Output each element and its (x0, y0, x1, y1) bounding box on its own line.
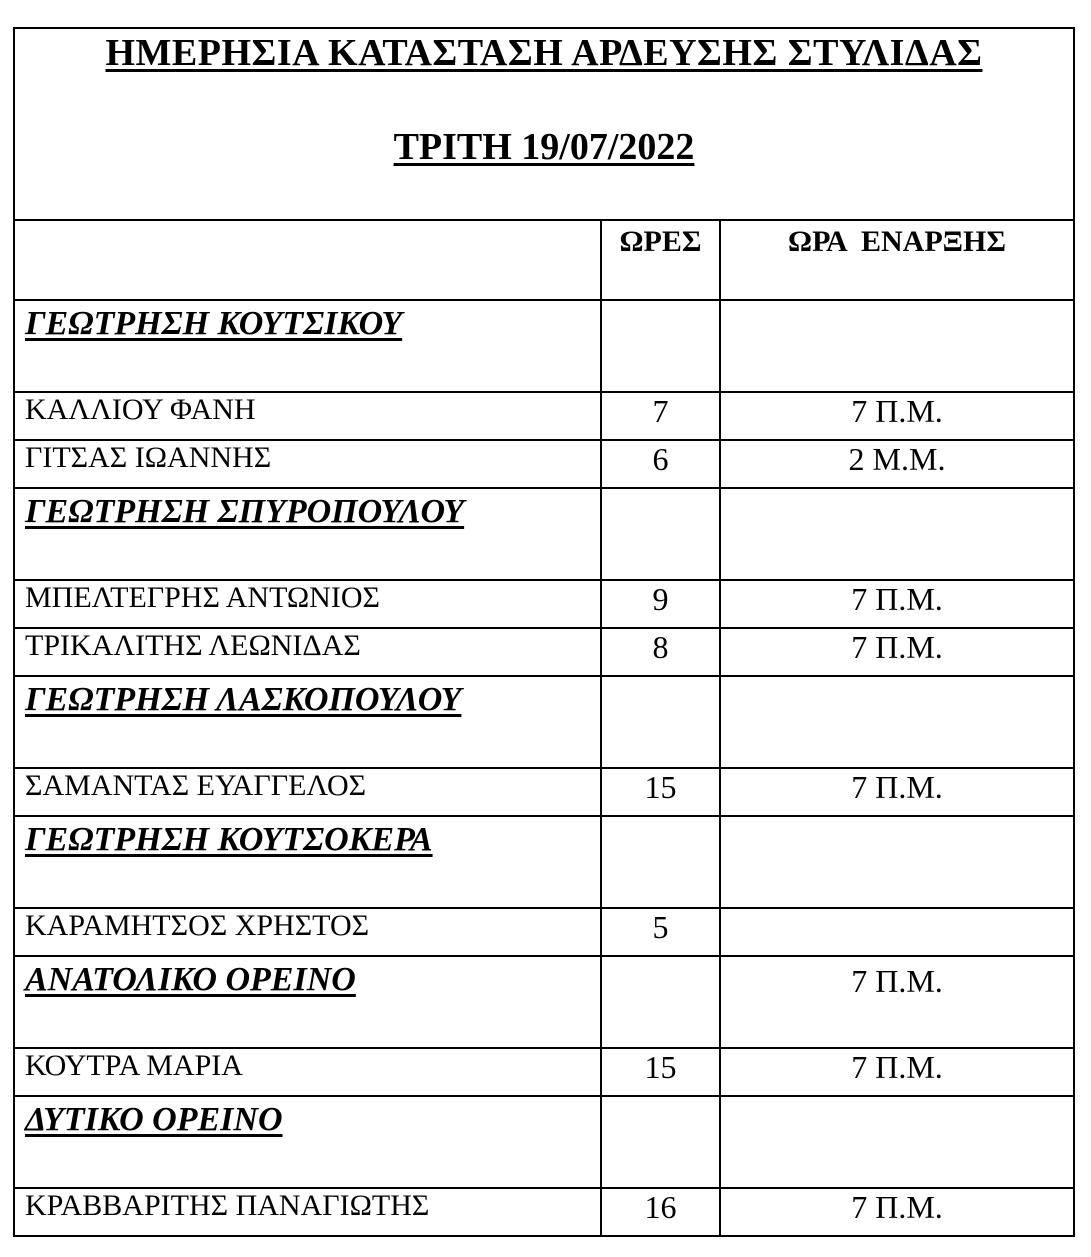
section-row (14, 1096, 1074, 1188)
section-start-time: 7 Π.Μ. (720, 956, 1074, 1048)
section-row (14, 300, 1074, 392)
document-title: ΗΜΕΡΗΣΙΑ ΚΑΤΑΣΤΑΣΗ ΑΡΔΕΥΣΗΣ ΣΤΥΛΙΔΑΣ (105, 32, 983, 74)
person-row (14, 1048, 1074, 1096)
section-hours-cell (601, 676, 720, 768)
section-name: ΓΕΩΤΡΗΣΗ ΛΑΣΚΟΠΟΥΛΟΥ (14, 676, 601, 768)
person-row (14, 392, 1074, 440)
document-date: ΤΡΙΤΗ 19/07/2022 (393, 126, 695, 168)
person-row (14, 440, 1074, 488)
person-row (14, 1188, 1074, 1236)
header-row (14, 220, 1074, 300)
section-row (14, 956, 1074, 1048)
section-start-time (720, 1096, 1074, 1188)
person-start-time: 7 Π.Μ. (720, 1188, 1074, 1236)
person-name: ΚΟΥΤΡΑ ΜΑΡΙΑ (14, 1048, 601, 1096)
title-row (14, 28, 1074, 220)
column-header-start-time: ΩΡΑ ΕΝΑΡΞΗΣ (720, 220, 1074, 300)
section-row (14, 676, 1074, 768)
person-hours: 9 (601, 580, 720, 628)
person-start-time: 7 Π.Μ. (720, 628, 1074, 676)
section-start-time (720, 488, 1074, 580)
section-start-time (720, 300, 1074, 392)
section-hours-cell (601, 1096, 720, 1188)
title-cell (14, 28, 1074, 220)
person-start-time: 7 Π.Μ. (720, 580, 1074, 628)
section-start-time (720, 676, 1074, 768)
person-row (14, 580, 1074, 628)
irrigation-schedule-table (13, 27, 1075, 1237)
column-header-hours: ΩΡΕΣ (601, 220, 720, 300)
person-row (14, 768, 1074, 816)
section-row (14, 816, 1074, 908)
section-hours-cell (601, 488, 720, 580)
person-hours: 15 (601, 1048, 720, 1096)
person-hours: 5 (601, 908, 720, 956)
person-hours: 16 (601, 1188, 720, 1236)
section-name: ΓΕΩΤΡΗΣΗ ΚΟΥΤΣΟΚΕΡΑ (14, 816, 601, 908)
person-start-time: 7 Π.Μ. (720, 1048, 1074, 1096)
section-name: ΑΝΑΤΟΛΙΚΟ ΟΡΕΙΝΟ (14, 956, 601, 1048)
person-hours: 15 (601, 768, 720, 816)
person-name: ΣΑΜΑΝΤΑΣ ΕΥΑΓΓΕΛΟΣ (14, 768, 601, 816)
section-start-time (720, 816, 1074, 908)
section-name: ΓΕΩΤΡΗΣΗ ΣΠΥΡΟΠΟΥΛΟΥ (14, 488, 601, 580)
person-row (14, 908, 1074, 956)
section-name: ΔΥΤΙΚΟ ΟΡΕΙΝΟ (14, 1096, 601, 1188)
person-name: ΓΙΤΣΑΣ ΙΩΑΝΝΗΣ (14, 440, 601, 488)
person-start-time: 2 Μ.Μ. (720, 440, 1074, 488)
section-hours-cell (601, 956, 720, 1048)
person-row (14, 628, 1074, 676)
person-start-time: 7 Π.Μ. (720, 768, 1074, 816)
section-name: ΓΕΩΤΡΗΣΗ ΚΟΥΤΣΙΚΟΥ (14, 300, 601, 392)
section-hours-cell (601, 816, 720, 908)
section-row (14, 488, 1074, 580)
person-name: ΚΑΛΛΙΟΥ ΦΑΝΗ (14, 392, 601, 440)
person-start-time (720, 908, 1074, 956)
section-hours-cell (601, 300, 720, 392)
person-name: ΚΡΑΒΒΑΡΙΤΗΣ ΠΑΝΑΓΙΩΤΗΣ (14, 1188, 601, 1236)
person-name: ΤΡΙΚΑΛΙΤΗΣ ΛΕΩΝΙΔΑΣ (14, 628, 601, 676)
person-hours: 8 (601, 628, 720, 676)
person-name: ΚΑΡΑΜΗΤΣΟΣ ΧΡΗΣΤΟΣ (14, 908, 601, 956)
header-empty-cell (14, 220, 601, 300)
person-name: ΜΠΕΛΤΕΓΡΗΣ ΑΝΤΩΝΙΟΣ (14, 580, 601, 628)
person-hours: 7 (601, 392, 720, 440)
person-hours: 6 (601, 440, 720, 488)
person-start-time: 7 Π.Μ. (720, 392, 1074, 440)
